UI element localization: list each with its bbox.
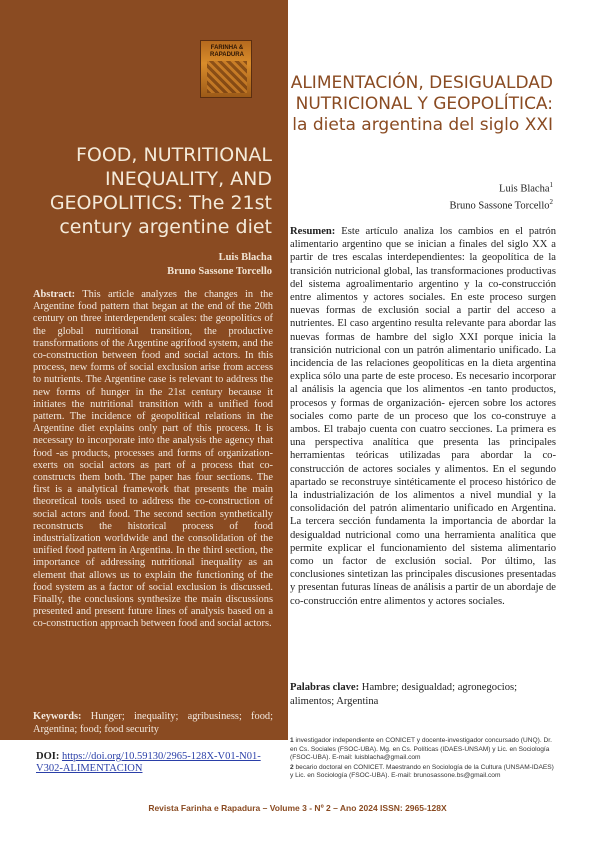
doi-label: DOI: xyxy=(36,751,60,762)
abstract-label: Abstract: xyxy=(33,289,76,300)
journal-cover-image xyxy=(200,40,252,98)
keywords-text: Hunger; inequality; agribusiness; food; Argentina; food; food security xyxy=(33,711,273,735)
resumen-label: Resumen: xyxy=(290,226,336,237)
footnote-1-text: investigador independiente en CONICET y docente-investigador concursado (UNQ). Dr. en Cs. Sociales (FSOC-UBA). Mg. en Cs. Políticas (IDAES-UNSAM) y Lic. en Sociología (FSOC-UBA). E-mail: luisblacha@gmail.com xyxy=(290,737,552,761)
doi-line xyxy=(36,751,276,775)
author-2-footnote-ref[interactable]: 2 xyxy=(549,198,553,206)
abstract-text: This article analyzes the changes in the Argentine food pattern that began at the end of the 20th century on three interdependent scales: the geopolitics of the global nutritional transition, the productive transformations of the Argentine agrifood system, and the co-construction between food and social actors. In this process, new forms of social exclusion arise from access to nutrients. The Argentine case is relevant to address the new forms of hunger in the 21st century because it initiates the nutritional transition with a unified food pattern. The incidence of geopolitical relations in the Argentine diet explains only part of this process. It is necessary to incorporate into the analysis the agency that food -as products, processes and forms of organization- exerts on social actors as part of a process that co-constructs them both. The paper has four sections. The first is a analytical framework that presents the main theoretical tools used to address the co-construction of social actors and food. The second section synthetically reconstructs the historical process of food industrialization worldwide and the consolidation of the unified food pattern in Argentina. In the third section, the importance of addressing nutritional inequality as an element that allows us to explain the functioning of the food system as a factor of social exclusion is discussed. Finally, the conclusions synthesize the main discussions presented and present future lines of analysis based on a co-construction approach between food and social actors. xyxy=(33,289,273,630)
resumen-text: Este artículo analiza los cambios en el patrón alimentario argentino que se inician a finales del siglo XX a partir de tres escalas interdependientes: la geopolítica de la transición nutricional global, las transformaciones productivas del sistema agroalimentario argentino y la co-construcción entre alimentos y actores sociales. En este proceso surgen nuevas formas de exclusión social a partir del acceso a nutrientes. El caso argentino resulta relevante para abordar las nuevas formas de hambre del siglo XXI porque inicia la transición nutricional con un patrón alimentario unificado. La incidencia de las relaciones geopolíticas en la dieta argentina explica sólo una parte de este proceso. Es necesario incorporar al análisis la agencia que los alimentos -en tanto productos, procesos y formas de organización- ejercen sobre los actores sociales como parte de un proceso que los co-construye a ambos. El trabajo cuenta con cuatro secciones. La primera es una perspectiva analítica que presenta las principales herramientas teóricas utilizadas para abordar la co-construcción de actores sociales y alimentos. En el segundo apartado se reconstruye sintéticamente el proceso histórico de la industrialización de los alimentos a nivel mundial y la consolidación del patrón alimentario unificado en Argentina. La tercera sección fundamenta la importancia de abordar la desigualdad nutricional como una herramienta analítica que permite explicar el funcionamiento del sistema alimentario como un factor de exclusión social. Por último, las conclusiones sintetizan las principales discusiones presentadas y presentan futuras líneas de análisis a partir de un abordaje de co-construcción entre alimentos y actores sociales. xyxy=(290,226,556,607)
author-1-name: Luis Blacha xyxy=(499,183,550,195)
english-author-1: Luis Blacha xyxy=(218,252,272,263)
footnote-2 xyxy=(290,764,556,781)
footnote-2-number: 2 xyxy=(290,763,294,771)
spanish-author-1 xyxy=(380,181,553,195)
doi-link[interactable]: https://doi.org/10.59130/2965-128X-V01-N01-V302-ALIMENTACION xyxy=(36,751,261,774)
palabras-clave-text: Hambre; desigualdad; agronegocios; alimentos; Argentina xyxy=(290,682,518,707)
palabras-clave-label: Palabras clave: xyxy=(290,682,360,693)
english-author-2: Bruno Sassone Torcello xyxy=(167,266,272,277)
page-footer: Revista Farinha e Rapadura – Volume 3 - Nº 2 – Ano 2024 ISSN: 2965-128X xyxy=(148,803,447,813)
author-1-footnote-ref[interactable]: 1 xyxy=(549,181,553,189)
english-abstract xyxy=(33,289,273,631)
author-2-name: Bruno Sassone Torcello xyxy=(449,200,550,212)
english-abstract-panel xyxy=(0,0,288,740)
cover-title: FARINHA & RAPADURA xyxy=(210,45,244,58)
spanish-title: ALIMENTACIÓN, DESIGUALDAD NUTRICIONAL Y GEOPOLÍTICA: la dieta argentina del siglo XXI xyxy=(290,73,553,135)
english-title: FOOD, NUTRITIONAL INEQUALITY, AND GEOPOLITICS: The 21st century argentine diet xyxy=(49,144,272,238)
footnote-1-number: 1 xyxy=(290,737,294,744)
spanish-keywords xyxy=(290,681,556,709)
english-authors xyxy=(40,251,272,279)
cover-artwork xyxy=(207,61,247,93)
footnote-2-text: becario doctoral en CONICET. Maestrando en Sociología de la Cultura (UNSAM-IDAES) y Lic. en Sociología (FSOC-UBA). E-mail: brunosassone.bs@gmail.com xyxy=(290,763,554,779)
footnote-1 xyxy=(290,737,556,763)
spanish-author-2 xyxy=(380,198,553,212)
spanish-abstract xyxy=(290,225,556,608)
english-keywords xyxy=(33,710,273,736)
footnotes xyxy=(290,737,556,782)
keywords-label: Keywords: xyxy=(33,711,82,722)
